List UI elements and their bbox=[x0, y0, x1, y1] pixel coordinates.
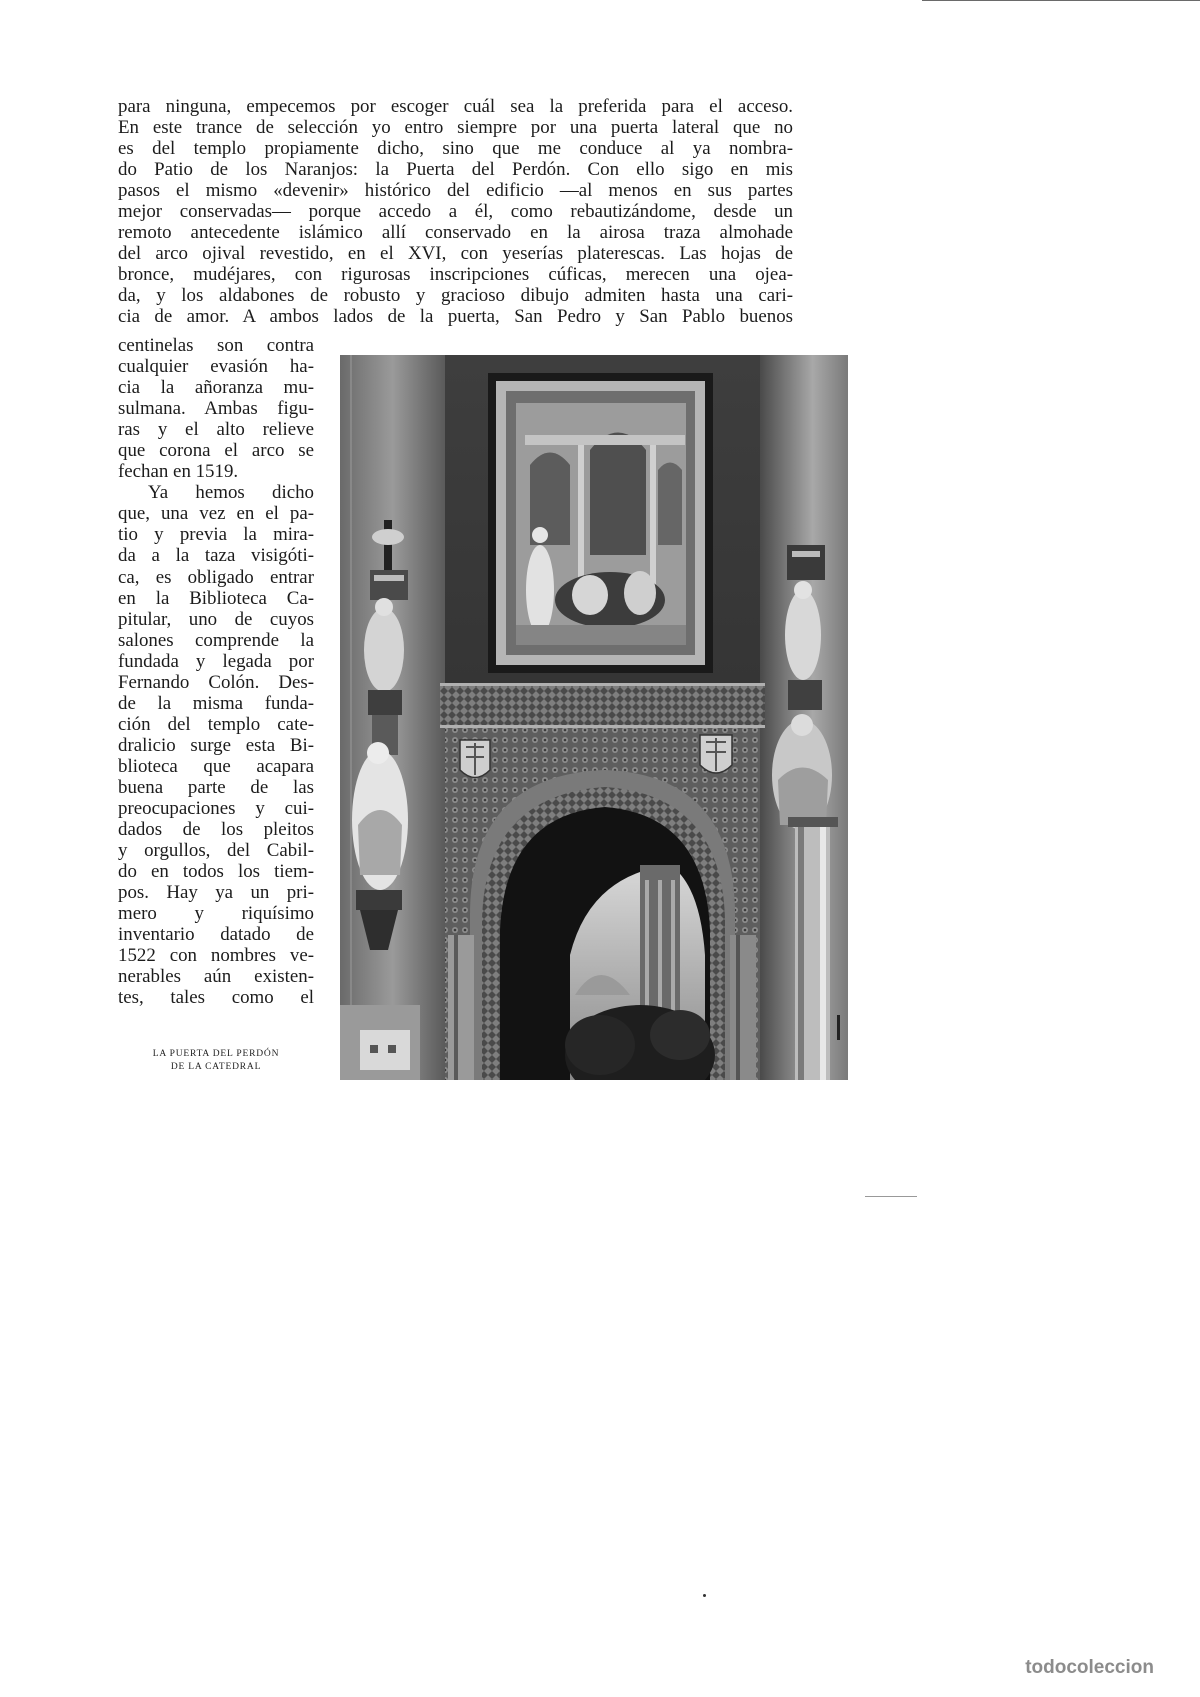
column-line: preocupaciones y cui- bbox=[118, 798, 314, 820]
body-text-column bbox=[118, 335, 314, 1009]
body-line: bronce, mudéjares, con rigurosas inscripciones cúficas, merecen una ojea- bbox=[118, 264, 793, 286]
column-line: y orgullos, del Cabil- bbox=[118, 840, 314, 862]
column-line: dados de los pleitos bbox=[118, 819, 314, 841]
column-line: en la Biblioteca Ca- bbox=[118, 587, 314, 609]
caption-line: DE LA CATEDRAL bbox=[170, 1062, 262, 1072]
column-line: Fernando Colón. Des- bbox=[118, 671, 314, 693]
puerta-del-perdon-photo bbox=[340, 355, 848, 1080]
column-line: pitular, uno de cuyos bbox=[118, 608, 314, 630]
body-line: mejor conservadas— porque accedo a él, como rebautizándome, desde un bbox=[118, 201, 793, 223]
column-line: nerables aún existen- bbox=[118, 966, 314, 988]
column-line: de la misma funda- bbox=[118, 692, 314, 714]
scan-edge-line-bottom bbox=[865, 1196, 917, 1197]
column-line: salones comprende la bbox=[118, 629, 314, 651]
body-line: cia de amor. A ambos lados de la puerta, San Pedro y San Pablo buenos bbox=[118, 306, 793, 328]
body-line: do Patio de los Naranjos: la Puerta del Perdón. Con ello sigo en mis bbox=[118, 159, 793, 181]
column-line: sulmana. Ambas figu- bbox=[118, 398, 314, 420]
column-line: que, una vez en el pa- bbox=[118, 503, 314, 525]
body-line: del arco ojival revestido, en el XVI, con yeserías platerescas. Las hojas de bbox=[118, 243, 793, 265]
column-line: Ya hemos dicho bbox=[148, 482, 314, 504]
column-line: pos. Hay ya un pri- bbox=[118, 882, 314, 904]
column-line: da a la taza visigóti- bbox=[118, 545, 314, 567]
body-line: da, y los aldabones de robusto y gracioso dibujo admiten hasta una cari- bbox=[118, 285, 793, 307]
scan-edge-line-top bbox=[922, 0, 1200, 1]
column-line: do en todos los tiem- bbox=[118, 861, 314, 883]
ink-speck bbox=[703, 1594, 706, 1597]
column-line: mero y riquísimo bbox=[118, 903, 314, 925]
column-line: tio y previa la mira- bbox=[118, 524, 314, 546]
body-line: En este trance de selección yo entro siempre por una puerta lateral que no bbox=[118, 117, 793, 139]
column-line: ción del templo cate- bbox=[118, 713, 314, 735]
column-line: blioteca que acapara bbox=[118, 755, 314, 777]
body-line: para ninguna, empecemos por escoger cuál sea la preferida para el acceso. bbox=[118, 96, 793, 117]
column-line: que corona el arco se bbox=[118, 440, 314, 462]
column-line: cualquier evasión ha- bbox=[118, 356, 314, 378]
column-line: 1522 con nombres ve- bbox=[118, 945, 314, 967]
column-line: dralicio surge esta Bi- bbox=[118, 734, 314, 756]
body-line: remoto antecedente islámico allí conservado en la airosa traza almohade bbox=[118, 222, 793, 244]
watermark-text: todocoleccion bbox=[1025, 1657, 1154, 1678]
column-line: centinelas son contra bbox=[118, 335, 314, 356]
column-line: cia la añoranza mu- bbox=[118, 377, 314, 399]
column-line: ras y el alto relieve bbox=[118, 419, 314, 441]
column-line: inventario datado de bbox=[118, 924, 314, 946]
column-line: ca, es obligado entrar bbox=[118, 566, 314, 588]
photo-caption bbox=[118, 1048, 314, 1074]
column-line: fechan en 1519. bbox=[118, 461, 239, 483]
body-line: es del templo propiamente dicho, sino que me conduce al ya nombra- bbox=[118, 138, 793, 160]
caption-line: LA PUERTA DEL PERDÓN bbox=[152, 1049, 280, 1059]
column-line: buena parte de las bbox=[118, 776, 314, 798]
column-line: fundada y legada por bbox=[118, 650, 314, 672]
body-text-full-width bbox=[118, 96, 793, 328]
column-line: tes, tales como el bbox=[118, 987, 314, 1009]
body-line: pasos el mismo «devenir» histórico del edificio —al menos en sus partes bbox=[118, 180, 793, 202]
